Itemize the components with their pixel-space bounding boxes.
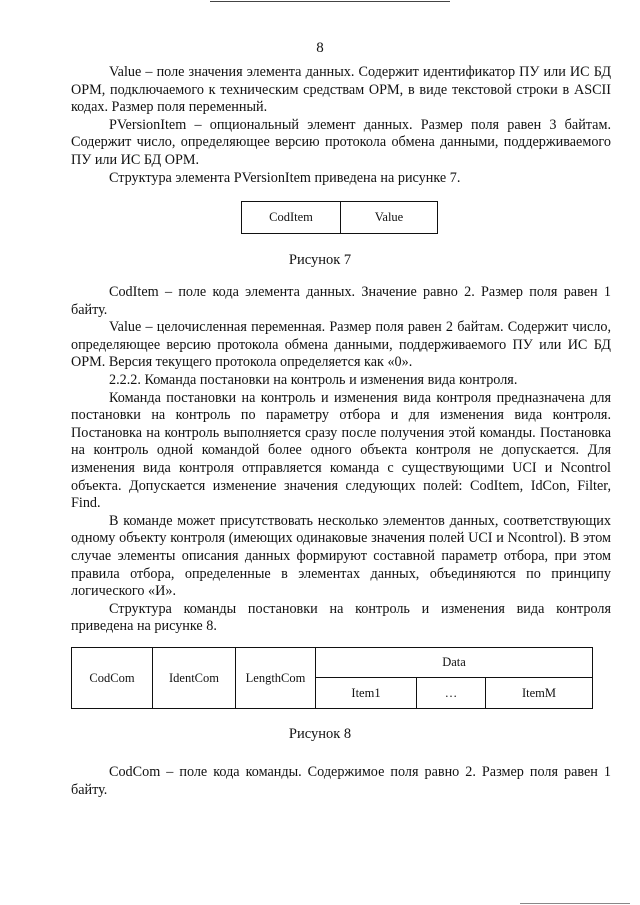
section-heading-2-2-2: 2.2.2. Команда постановки на контроль и изменения вида контроля.	[109, 371, 518, 388]
paragraph-codcom: CodCom – поле кода команды. Содержимое поля равно 2. Размер поля равен 1 байту.	[71, 764, 611, 798]
paragraph-figure7-ref: Структура элемента PVersionItem приведена на рисунке 7.	[109, 169, 461, 186]
paragraph-command-description: Команда постановки на контроль и изменения вида контроля предназначена для постановки на контроль по параметру отбора и для изменения вида контроля. Постановка на контроль выполняется сразу после получения этой команды. Постановка на контроль одной командой более одного объекта контроля не допускается. Для изменения вида контроля отправляется команда с существующими UCI и Ncontrol объекта. Допускается изменение значения следующих полей: CodItem, IdCon, Filter, Find.	[71, 389, 611, 512]
paragraph-pversionitem: PVersionItem – опциональный элемент данных. Размер поля равен 3 байтам. Содержит число, определяющее версию протокола обмена данными, поддерживаемого ПУ или ИС БД ОРМ.	[71, 116, 611, 168]
paragraph-multiple-elements: В команде может присутствовать несколько элементов данных, соответствующих одному объекту контроля (имеющих одинаковые значения полей UCI и Ncontrol). В этом случае элементы описания данных формируют составной параметр отбора, при этом правила отбора, определенные в элементах данных, объединяются по принципу логического «И».	[71, 512, 611, 600]
figure-7-caption: Рисунок 7	[288, 252, 352, 268]
text-block-1	[71, 64, 611, 187]
cell-itemm: ItemM	[486, 678, 593, 709]
cell-coditem: CodItem	[242, 202, 341, 234]
figure-7-table	[241, 201, 438, 234]
top-scan-edge	[210, 1, 450, 2]
figure-8-table	[71, 647, 593, 709]
bottom-scan-edge	[520, 903, 630, 904]
paragraph-coditem: CodItem – поле кода элемента данных. Значение равно 2. Размер поля равен 1 байту.	[71, 284, 611, 318]
paragraph-figure8-ref: Структура команды постановки на контроль и изменения вида контроля приведена на рисунке 8.	[71, 600, 611, 635]
text-block-2	[71, 284, 611, 636]
cell-value: Value	[341, 202, 438, 234]
page-number: 8	[316, 40, 324, 56]
paragraph-value-int: Value – целочисленная переменная. Размер поля равен 2 байтам. Содержит число, определяющее версию протокола обмена данными, поддерживаемого ПУ или ИС БД ОРМ. Версия текущего протокола определяется как «0».	[71, 319, 611, 371]
cell-item1: Item1	[316, 678, 417, 709]
cell-ellipsis: …	[417, 678, 486, 709]
cell-codcom: CodCom	[72, 648, 153, 709]
cell-data: Data	[316, 648, 593, 678]
paragraph-value-field: Value – поле значения элемента данных. Содержит идентификатор ПУ или ИС БД ОРМ, подключаемого к техническим средствам ОРМ, в виде текстовой строки в ASCII кодах. Размер поля переменный.	[71, 64, 611, 116]
cell-lengthcom: LengthCom	[236, 648, 316, 709]
cell-identcom: IdentCom	[153, 648, 236, 709]
figure-8-caption: Рисунок 8	[288, 726, 352, 742]
text-block-3	[71, 764, 611, 799]
